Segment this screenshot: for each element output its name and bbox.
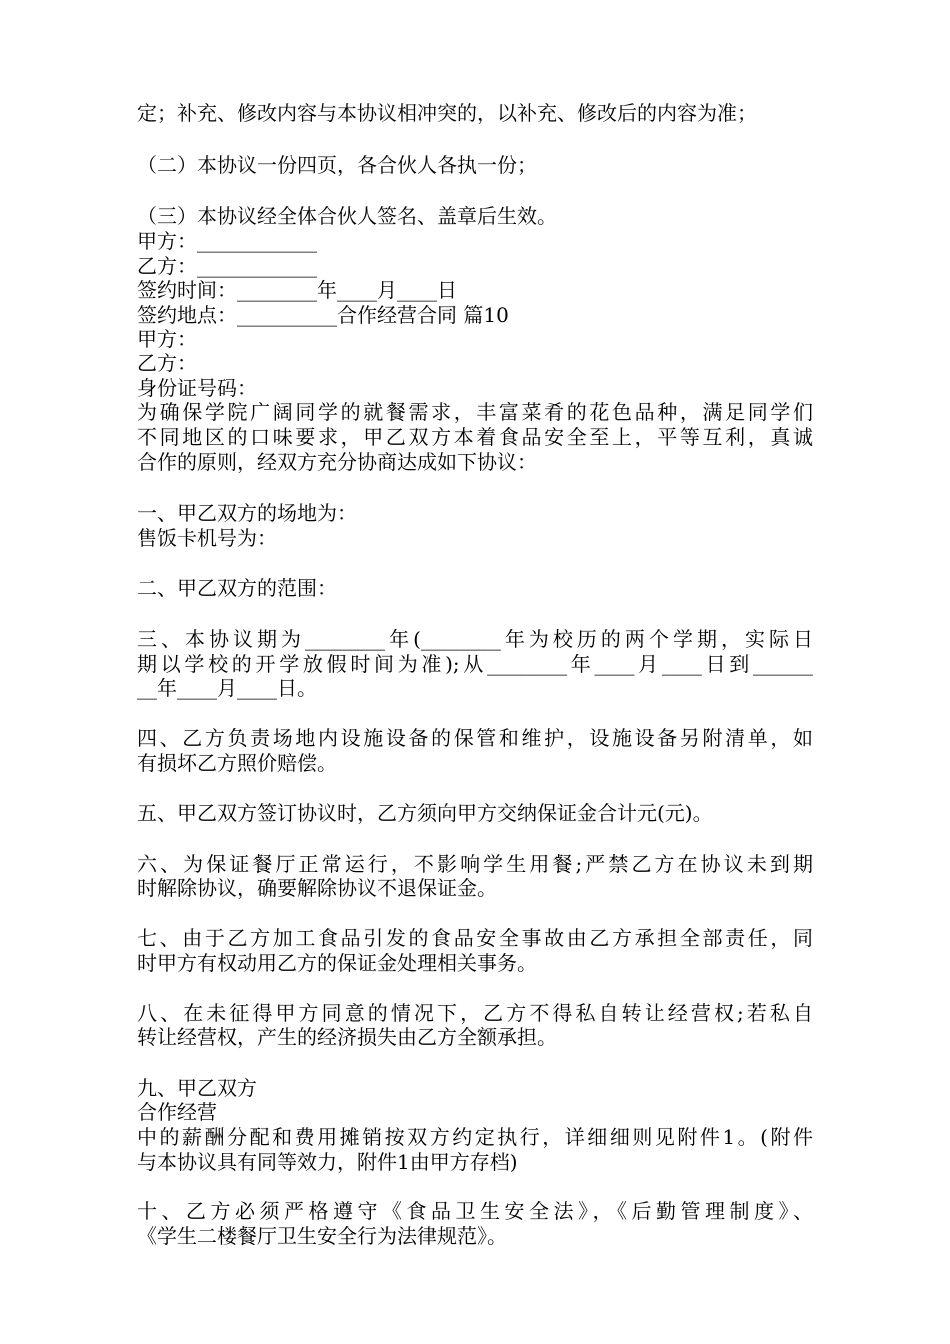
text-line: 八、在未征得甲方同意的情况下，乙方不得私自转让经营权;若私自 (137, 1001, 813, 1025)
text-line: （三）本协议经全体合伙人签名、盖章后生效。 (137, 204, 557, 228)
text-line: 转让经营权，产生的经济损失由乙方全额承担。 (137, 1025, 557, 1049)
text-line: 期以学校的开学放假时间为准);从________年____月____日到______ (137, 652, 813, 676)
text-line: 二、甲乙双方的范围： (137, 576, 337, 600)
text-line: __年____月____日。 (137, 676, 317, 700)
text-line: 一、甲乙双方的场地为： (137, 501, 357, 525)
text-line: 甲方：____________ (137, 229, 317, 253)
text-line: 《学生二楼餐厅卫生安全行为法律规范》。 (137, 1224, 507, 1248)
text-line: 乙方：____________ (137, 254, 317, 278)
text-line: 六、为保证餐厅正常运行，不影响学生用餐;严禁乙方在协议未到期 (137, 852, 813, 876)
text-line: 为确保学院广阔同学的就餐需求，丰富菜肴的花色品种，满足同学们 (137, 400, 813, 424)
text-line: 时甲方有权动用乙方的保证金处理相关事务。 (137, 951, 537, 975)
text-line: 不同地区的口味要求，甲乙双方本着食品安全至上，平等互利，真诚 (137, 425, 813, 449)
text-line: 合作经营 (137, 1100, 217, 1124)
text-line: 身份证号码： (137, 376, 257, 400)
text-line: （二）本协议一份四页，各合伙人各执一份； (137, 153, 537, 177)
text-line: 签约时间：________年____月____日 (137, 278, 457, 302)
text-line: 签约地点：__________合作经营合同 篇10 (137, 303, 509, 327)
text-line: 与本协议具有同等效力，附件1由甲方存档) (137, 1150, 518, 1174)
text-line: 四、乙方负责场地内设施设备的保管和维护，设施设备另附清单，如 (137, 726, 813, 750)
text-line: 甲方： (137, 327, 197, 351)
text-line: 售饭卡机号为： (137, 526, 277, 550)
text-line: 三、本协议期为________年(________年为校历的两个学期，实际日 (137, 627, 813, 651)
text-line: 乙方： (137, 351, 197, 375)
text-line: 时解除协议，确要解除协议不退保证金。 (137, 876, 497, 900)
text-line: 十、乙方必须严格遵守《食品卫生安全法》，《后勤管理制度》、 (137, 1199, 813, 1223)
text-line: 七、由于乙方加工食品引发的食品安全事故由乙方承担全部责任，同 (137, 926, 813, 950)
text-line: 九、甲乙双方 (137, 1076, 257, 1100)
text-line: 合作的原则，经双方充分协商达成如下协议： (137, 450, 537, 474)
text-line: 有损坏乙方照价赔偿。 (137, 751, 337, 775)
text-line: 定；补充、修改内容与本协议相冲突的，以补充、修改后的内容为准； (137, 101, 757, 125)
text-line: 中的薪酬分配和费用摊销按双方约定执行，详细细则见附件1。(附件 (137, 1125, 813, 1149)
text-line: 五、甲乙双方签订协议时，乙方须向甲方交纳保证金合计元(元)。 (137, 801, 713, 825)
